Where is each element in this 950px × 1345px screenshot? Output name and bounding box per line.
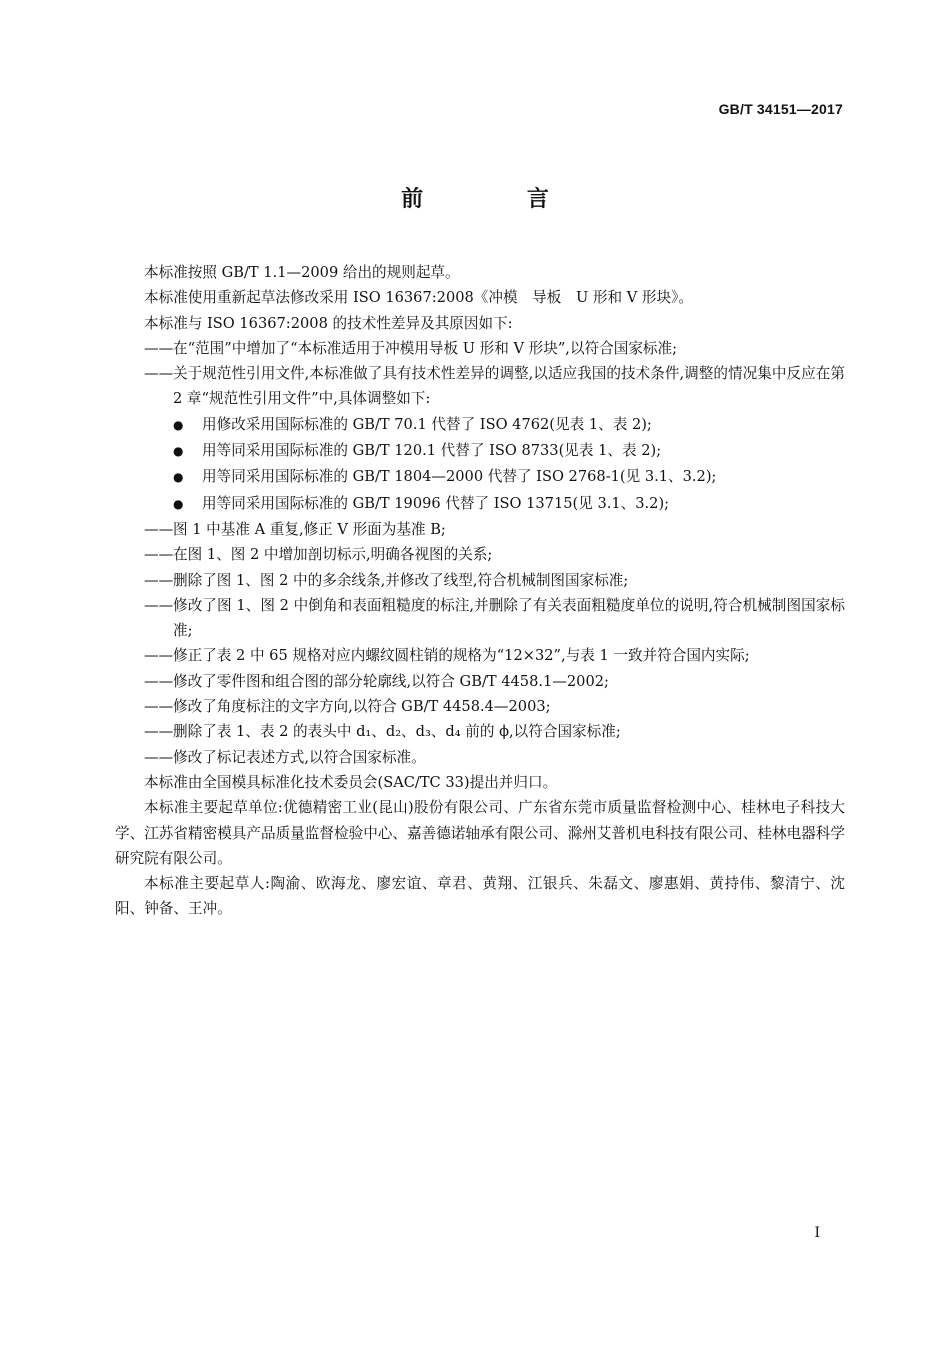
dash-item (144, 517, 845, 542)
paragraph: 本标准与 ISO 16367:2008 的技术性差异及其原因如下: (144, 314, 513, 332)
dash-item (144, 568, 845, 593)
dash-mark: —— (144, 647, 174, 665)
dash-item-text: 修改了图 1、图 2 中倒角和表面粗糙度的标注,并删除了有关表面粗糙度单位的说明,符合机械制图国家标准; (173, 596, 845, 640)
dash-mark: —— (144, 672, 174, 690)
paragraph: 本标准主要起草单位:优德精密工业(昆山)股份有限公司、广东省东莞市质量监督检测中心、桂林电子科技大学、江苏省精密模具产品质量监督检验中心、嘉善德诺轴承有限公司、滁州艾普机电科技有限公司、桂林电器科学研究院有限公司。 (115, 799, 845, 867)
bullet-item-text: 用等同采用国际标准的 GB/T 19096 代替了 ISO 13715(见 3.1、3.2); (202, 494, 670, 512)
dash-item (144, 669, 845, 694)
bullet-item (173, 464, 845, 490)
dash-item (144, 593, 845, 644)
dash-mark: —— (144, 339, 174, 357)
page-title: 前 言 (401, 187, 597, 212)
dash-item-text: 在图 1、图 2 中增加剖切标示,明确各视图的关系; (173, 546, 493, 564)
bullet-icon: ● (173, 470, 184, 485)
dash-mark: —— (144, 520, 174, 538)
dash-item (144, 542, 845, 567)
bullet-item (173, 438, 845, 464)
dash-mark: —— (144, 571, 174, 589)
dash-item (144, 719, 845, 744)
dash-mark: —— (144, 596, 174, 614)
dash-item-text: 修改了角度标注的文字方向,以符合 GB/T 4458.4—2003; (173, 698, 551, 716)
standard-number: GB/T 34151—2017 (718, 101, 843, 117)
dash-mark: —— (144, 365, 174, 383)
paragraph: 本标准主要起草人:陶渝、欧海龙、廖宏谊、章君、黄翔、江银兵、朱磊文、廖惠娟、黄持伟、黎清宁、沈阳、钟备、王冲。 (115, 875, 845, 918)
dash-item (144, 694, 845, 719)
dash-mark: —— (144, 698, 174, 716)
bullet-item-text: 用修改采用国际标准的 GB/T 70.1 代替了 ISO 4762(见表 1、表 2); (202, 415, 652, 433)
dash-item-text: 删除了图 1、图 2 中的多余线条,并修改了线型,符合机械制图国家标准; (173, 571, 629, 589)
dash-item (144, 336, 845, 361)
dash-item-text: 修改了零件图和组合图的部分轮廓线,以符合 GB/T 4458.1—2002; (173, 672, 609, 690)
bullet-item (173, 491, 845, 517)
dash-item-text: 修正了表 2 中 65 规格对应内螺纹圆柱销的规格为“12×32”,与表 1 一致并符合国内实际; (173, 647, 750, 665)
dash-item-text: 修改了标记表述方式,以符合国家标准。 (173, 748, 426, 766)
dash-item (144, 361, 845, 412)
page-number: I (814, 1225, 820, 1241)
dash-mark: —— (144, 546, 174, 564)
bullet-item-text: 用等同采用国际标准的 GB/T 1804—2000 代替了 ISO 2768-1(见 3.1、3.2); (202, 468, 717, 486)
foreword-body (115, 260, 845, 922)
bullet-item (173, 412, 845, 438)
dash-mark: —— (144, 748, 174, 766)
dash-item-text: 删除了表 1、表 2 的表头中 d₁、d₂、d₃、d₄ 前的 ϕ,以符合国家标准; (173, 723, 621, 741)
dash-item-text: 图 1 中基准 A 重复,修正 V 形面为基准 B; (173, 520, 446, 538)
dash-item (144, 643, 845, 668)
dash-item-text: 在“范围”中增加了“本标准适用于冲模用导板 U 形和 V 形块”,以符合国家标准; (173, 339, 678, 357)
bullet-item-text: 用等同采用国际标准的 GB/T 120.1 代替了 ISO 8733(见表 1、表 2); (202, 442, 662, 460)
paragraph: 本标准使用重新起草法修改采用 ISO 16367:2008《冲模 导板 U 形和 V 形块》。 (144, 289, 693, 307)
bullet-icon: ● (173, 444, 184, 459)
paragraph: 本标准由全国模具标准化技术委员会(SAC/TC 33)提出并归口。 (144, 773, 558, 791)
bullet-icon: ● (173, 417, 184, 432)
paragraph: 本标准按照 GB/T 1.1—2009 给出的规则起草。 (144, 264, 460, 281)
dash-item-text: 关于规范性引用文件,本标准做了具有技术性差异的调整,以适应我国的技术条件,调整的情况集中反应在第 2 章“规范性引用文件”中,具体调整如下: (173, 365, 845, 408)
bullet-icon: ● (173, 496, 184, 511)
dash-mark: —— (144, 723, 174, 741)
dash-item (144, 745, 845, 770)
